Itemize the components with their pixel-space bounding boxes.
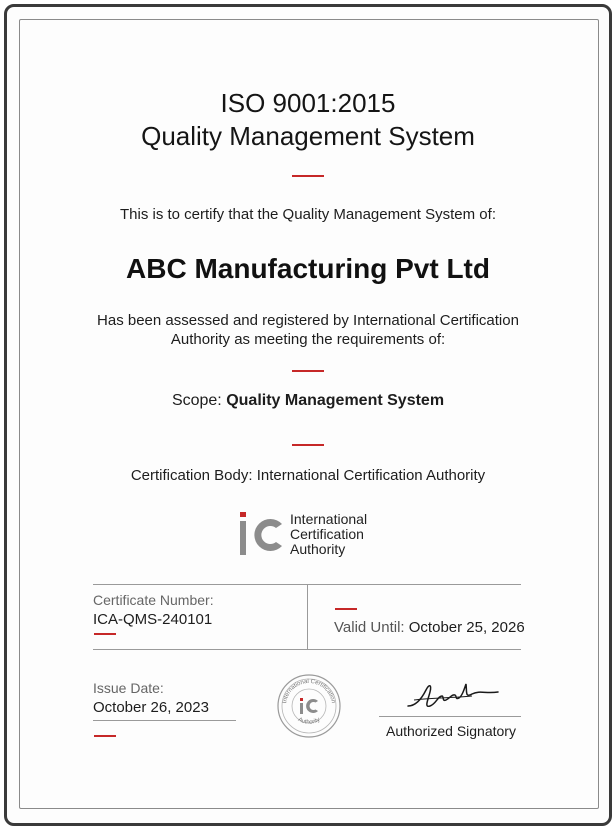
logo-text-line: International	[290, 511, 368, 527]
signatory-caption: Authorized Signatory	[386, 723, 516, 739]
certification-body-line	[0, 467, 616, 484]
certificate-title: Quality Management System	[141, 121, 475, 151]
svg-text:Authority: Authority	[296, 716, 322, 726]
accent-dash	[335, 608, 357, 610]
cert-body-value: International Certification Authority	[256, 467, 486, 484]
cert-body-label: Certification Body:	[130, 467, 253, 484]
details-bottom-rule	[93, 649, 521, 650]
ica-logo-icon	[238, 510, 288, 558]
scope-line	[0, 392, 616, 410]
certify-intro: This is to certify that the Quality Management System of:	[120, 206, 496, 223]
issue-date-label: Issue Date:	[93, 680, 164, 696]
accent-dash	[94, 735, 116, 737]
certificate-standard: ISO 9001:2015	[220, 88, 396, 118]
valid-until-value: October 25, 2026	[408, 619, 525, 636]
valid-until-label: Valid Until:	[334, 619, 405, 636]
assessment-line-2: Authority as meeting the requirements of:	[170, 331, 446, 348]
certificate-number-label: Certificate Number:	[93, 592, 214, 608]
scope-value: Quality Management System	[226, 392, 445, 409]
divider-dash	[292, 175, 324, 177]
assessment-statement	[0, 311, 616, 349]
issue-date-rule	[93, 720, 236, 721]
accent-dash	[94, 633, 116, 635]
certification-seal	[276, 673, 342, 739]
logo-text-line: Authority	[290, 541, 346, 557]
issue-date-value: October 26, 2023	[93, 699, 209, 716]
company-name: ABC Manufacturing Pvt Ltd	[126, 253, 490, 284]
scope-label: Scope:	[171, 392, 222, 409]
signature-image	[402, 676, 502, 716]
divider-dash	[292, 370, 324, 372]
certificate-number-value: ICA-QMS-240101	[93, 611, 213, 628]
ica-logo	[238, 510, 388, 558]
divider-dash	[292, 444, 324, 446]
seal-icon	[276, 673, 342, 739]
logo-text-line: Certification	[290, 526, 364, 542]
signature-rule	[379, 716, 521, 717]
details-divider	[307, 584, 308, 649]
ica-logo-text	[290, 512, 367, 557]
svg-text:International Certification: International Certification	[282, 678, 336, 704]
assessment-line-1: Has been assessed and registered by International Certification	[97, 312, 519, 329]
valid-until	[334, 619, 525, 636]
